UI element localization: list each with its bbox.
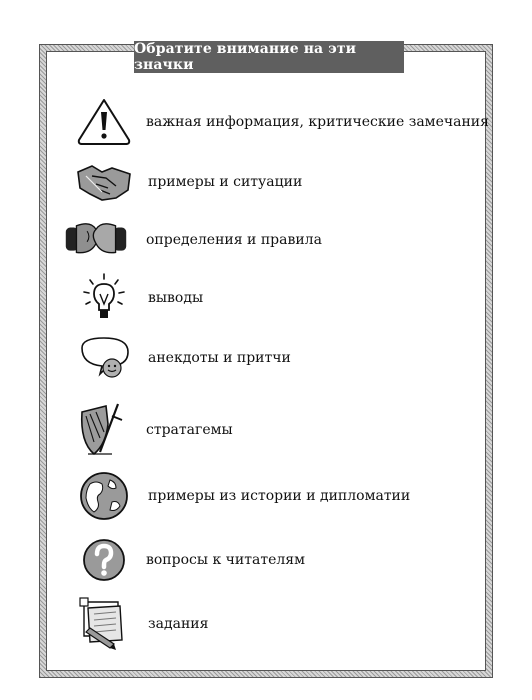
header-title: Обратите внимание на эти значки — [134, 41, 404, 73]
handshake-icon — [72, 154, 136, 210]
lightbulb-icon — [72, 270, 136, 326]
legend-item — [0, 94, 532, 150]
legend-item — [0, 154, 532, 210]
legend-item — [0, 212, 532, 268]
legend-item — [0, 468, 532, 524]
legend-label: определения и правила — [146, 232, 322, 248]
legend-label: выводы — [148, 290, 204, 306]
speech-bubble-smiley-icon — [72, 330, 136, 386]
legend-label: вопросы к читателям — [146, 552, 305, 568]
boxing-gloves-icon — [64, 212, 128, 268]
legend-label: примеры из истории и дипломатии — [148, 488, 411, 504]
warning-icon — [72, 94, 136, 150]
legend-item — [0, 402, 532, 458]
question-icon — [72, 532, 136, 588]
legend-label: анекдоты и притчи — [148, 350, 291, 366]
globe-icon — [72, 468, 136, 524]
legend-label: примеры и ситуации — [148, 174, 303, 190]
legend-label: важная информация, критические замечания — [146, 114, 489, 130]
shield-sword-icon — [72, 402, 136, 458]
legend-item — [0, 596, 532, 652]
legend-label: стратагемы — [146, 422, 233, 438]
legend-item — [0, 330, 532, 386]
legend-item — [0, 270, 532, 326]
legend-label: задания — [148, 616, 209, 632]
notebook-pencil-icon — [72, 596, 136, 652]
legend-item — [0, 532, 532, 588]
